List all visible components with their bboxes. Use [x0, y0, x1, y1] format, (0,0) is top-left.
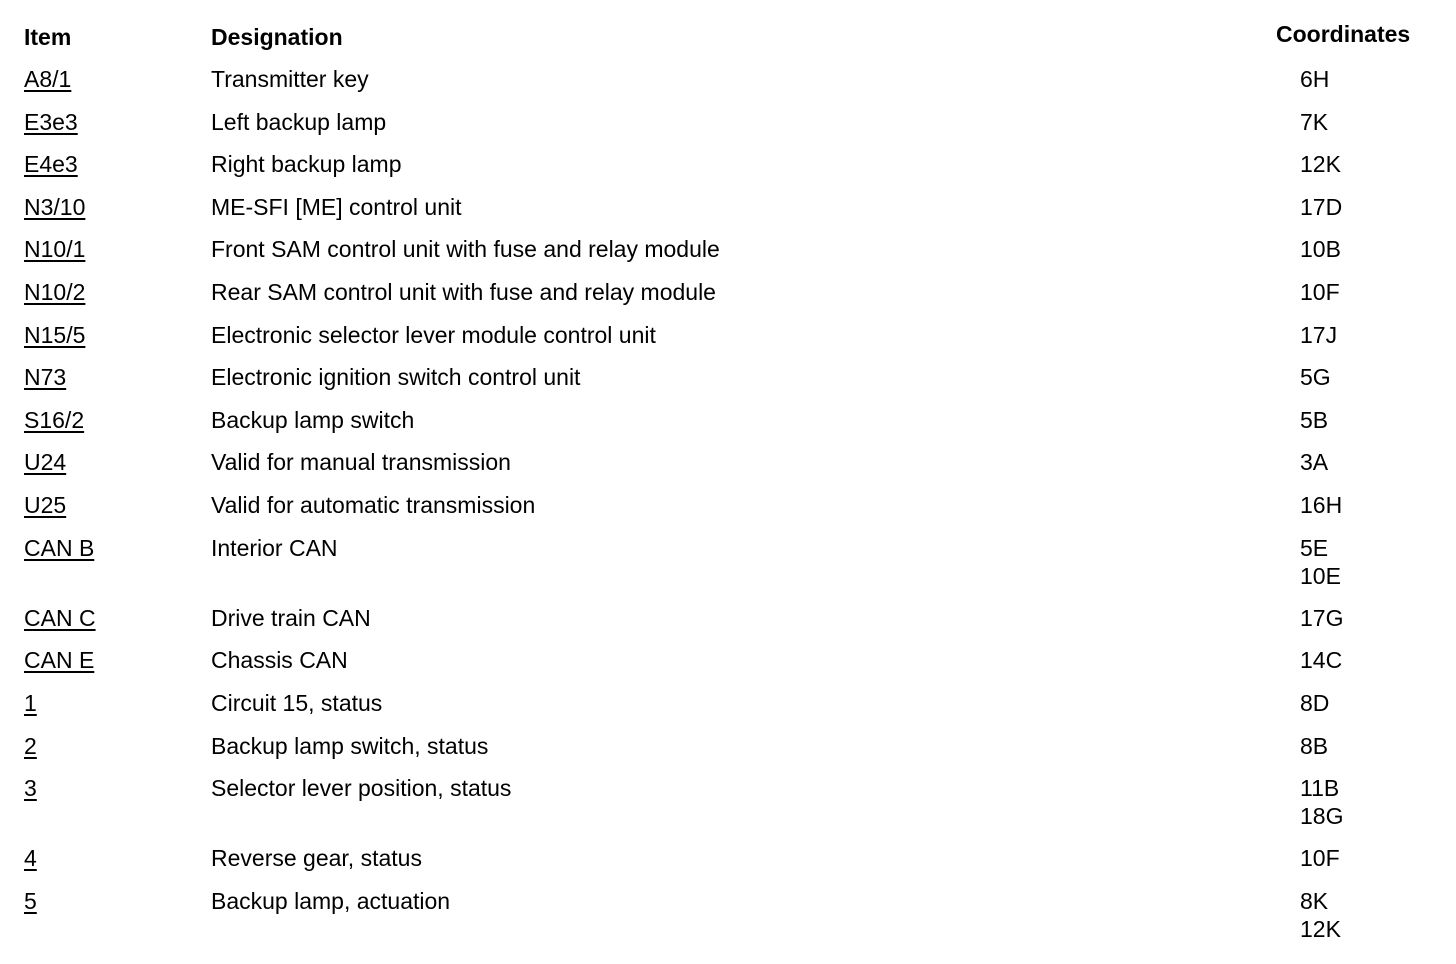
coordinates-cell — [1300, 689, 1329, 717]
item-link[interactable]: 4 — [24, 845, 37, 872]
coordinate-value: 12K — [1300, 915, 1341, 942]
table-row — [0, 235, 1456, 278]
table-row — [0, 448, 1456, 491]
item-link[interactable]: U24 — [24, 449, 67, 476]
item-link[interactable]: N10/2 — [24, 278, 86, 305]
item-link[interactable]: N73 — [24, 364, 67, 391]
coordinates-cell — [1300, 448, 1328, 476]
coordinates-cell — [1300, 774, 1343, 830]
coordinate-value: 17G — [1300, 604, 1344, 631]
header-designation: Designation — [211, 24, 343, 50]
item-link[interactable]: 5 — [24, 887, 37, 914]
coordinates-cell — [1300, 65, 1329, 93]
coordinate-value: 16H — [1300, 491, 1343, 518]
coordinates-cell — [1300, 732, 1328, 760]
table-row — [0, 534, 1456, 604]
coordinate-value: 10B — [1300, 236, 1341, 263]
coordinates-cell — [1300, 887, 1341, 943]
designation-text: Reverse gear, status — [211, 845, 422, 872]
designation-text: ME-SFI [ME] control unit — [211, 193, 462, 220]
designation-text: Chassis CAN — [211, 647, 348, 674]
item-link[interactable]: S16/2 — [24, 406, 85, 433]
table-row — [0, 689, 1456, 732]
item-link[interactable]: 1 — [24, 689, 37, 716]
table-row — [0, 321, 1456, 364]
legend-rows — [0, 65, 1456, 957]
designation-text: Electronic ignition switch control unit — [211, 364, 581, 391]
coordinates-cell — [1300, 278, 1340, 306]
item-link[interactable]: 3 — [24, 775, 37, 802]
coordinate-value: 14C — [1300, 647, 1343, 674]
table-row — [0, 108, 1456, 151]
item-link[interactable]: 2 — [24, 732, 37, 759]
designation-text: Drive train CAN — [211, 604, 371, 631]
designation-text: Transmitter key — [211, 66, 369, 92]
coordinates-cell — [1300, 235, 1341, 263]
designation-text: Interior CAN — [211, 534, 338, 561]
coordinates-cell — [1300, 406, 1328, 434]
designation-text: Valid for automatic transmission — [211, 491, 536, 518]
table-row — [0, 193, 1456, 236]
coordinate-value: 8D — [1300, 689, 1330, 716]
table-row — [0, 150, 1456, 193]
coordinates-cell — [1300, 150, 1341, 178]
designation-text: Front SAM control unit with fuse and relay module — [211, 236, 720, 263]
item-link[interactable]: N15/5 — [24, 321, 86, 348]
coordinates-cell — [1300, 321, 1337, 349]
coordinates-cell — [1300, 363, 1331, 391]
coordinate-value: 10F — [1300, 845, 1340, 872]
table-row — [0, 65, 1456, 108]
table-row — [0, 604, 1456, 647]
coordinates-cell — [1300, 604, 1343, 632]
coordinate-value: 3A — [1300, 449, 1329, 476]
header-coordinates: Coordinates — [1276, 21, 1411, 47]
item-link[interactable]: CAN E — [24, 647, 95, 674]
designation-text: Electronic selector lever module control unit — [211, 321, 656, 348]
item-link[interactable]: U25 — [24, 491, 67, 518]
designation-text: Backup lamp, actuation — [211, 887, 451, 914]
table-row — [0, 406, 1456, 449]
coordinate-value: 12K — [1300, 151, 1341, 178]
coordinates-cell — [1300, 193, 1342, 221]
coordinate-value: 17J — [1300, 321, 1338, 348]
designation-text: Right backup lamp — [211, 151, 402, 178]
designation-text: Rear SAM control unit with fuse and relay module — [211, 278, 716, 305]
table-row — [0, 774, 1456, 844]
coordinates-cell — [1300, 108, 1328, 136]
table-row — [0, 646, 1456, 689]
item-link[interactable]: CAN B — [24, 534, 95, 561]
coordinate-value: 8B — [1300, 732, 1329, 759]
table-row — [0, 844, 1456, 887]
coordinate-value: 17D — [1300, 193, 1343, 220]
coordinate-value: 10F — [1300, 278, 1340, 305]
item-link[interactable]: N10/1 — [24, 236, 86, 263]
designation-text: Valid for manual transmission — [211, 449, 511, 476]
designation-text: Backup lamp switch, status — [211, 732, 489, 759]
designation-text: Circuit 15, status — [211, 689, 383, 716]
item-link[interactable]: N3/10 — [24, 193, 86, 220]
coordinate-value: 18G — [1300, 803, 1344, 830]
coordinate-value: 5G — [1300, 364, 1331, 391]
table-row — [0, 491, 1456, 534]
table-row — [0, 887, 1456, 957]
coordinate-value: 8K — [1300, 887, 1329, 914]
designation-text: Backup lamp switch — [211, 406, 415, 433]
item-link[interactable]: E3e3 — [24, 108, 78, 135]
coordinates-cell — [1300, 844, 1340, 872]
coordinate-value: 11B — [1300, 775, 1340, 802]
coordinate-value: 7K — [1300, 108, 1329, 135]
coordinate-value: 5E — [1300, 534, 1329, 561]
coordinates-cell — [1300, 534, 1341, 590]
table-row — [0, 732, 1456, 775]
item-link[interactable]: E4e3 — [24, 151, 78, 178]
item-link[interactable]: CAN C — [24, 604, 96, 631]
designation-text: Left backup lamp — [211, 108, 387, 135]
designation-text: Selector lever position, status — [211, 775, 512, 802]
item-link[interactable]: A8/1 — [24, 66, 72, 92]
coordinate-value: 6H — [1300, 66, 1330, 92]
coordinates-cell — [1300, 491, 1342, 519]
coordinate-value: 5B — [1300, 406, 1329, 433]
table-row — [0, 363, 1456, 406]
header-item: Item — [24, 24, 72, 50]
coordinates-cell — [1300, 646, 1342, 674]
coordinate-value: 10E — [1300, 562, 1341, 589]
table-row — [0, 278, 1456, 321]
